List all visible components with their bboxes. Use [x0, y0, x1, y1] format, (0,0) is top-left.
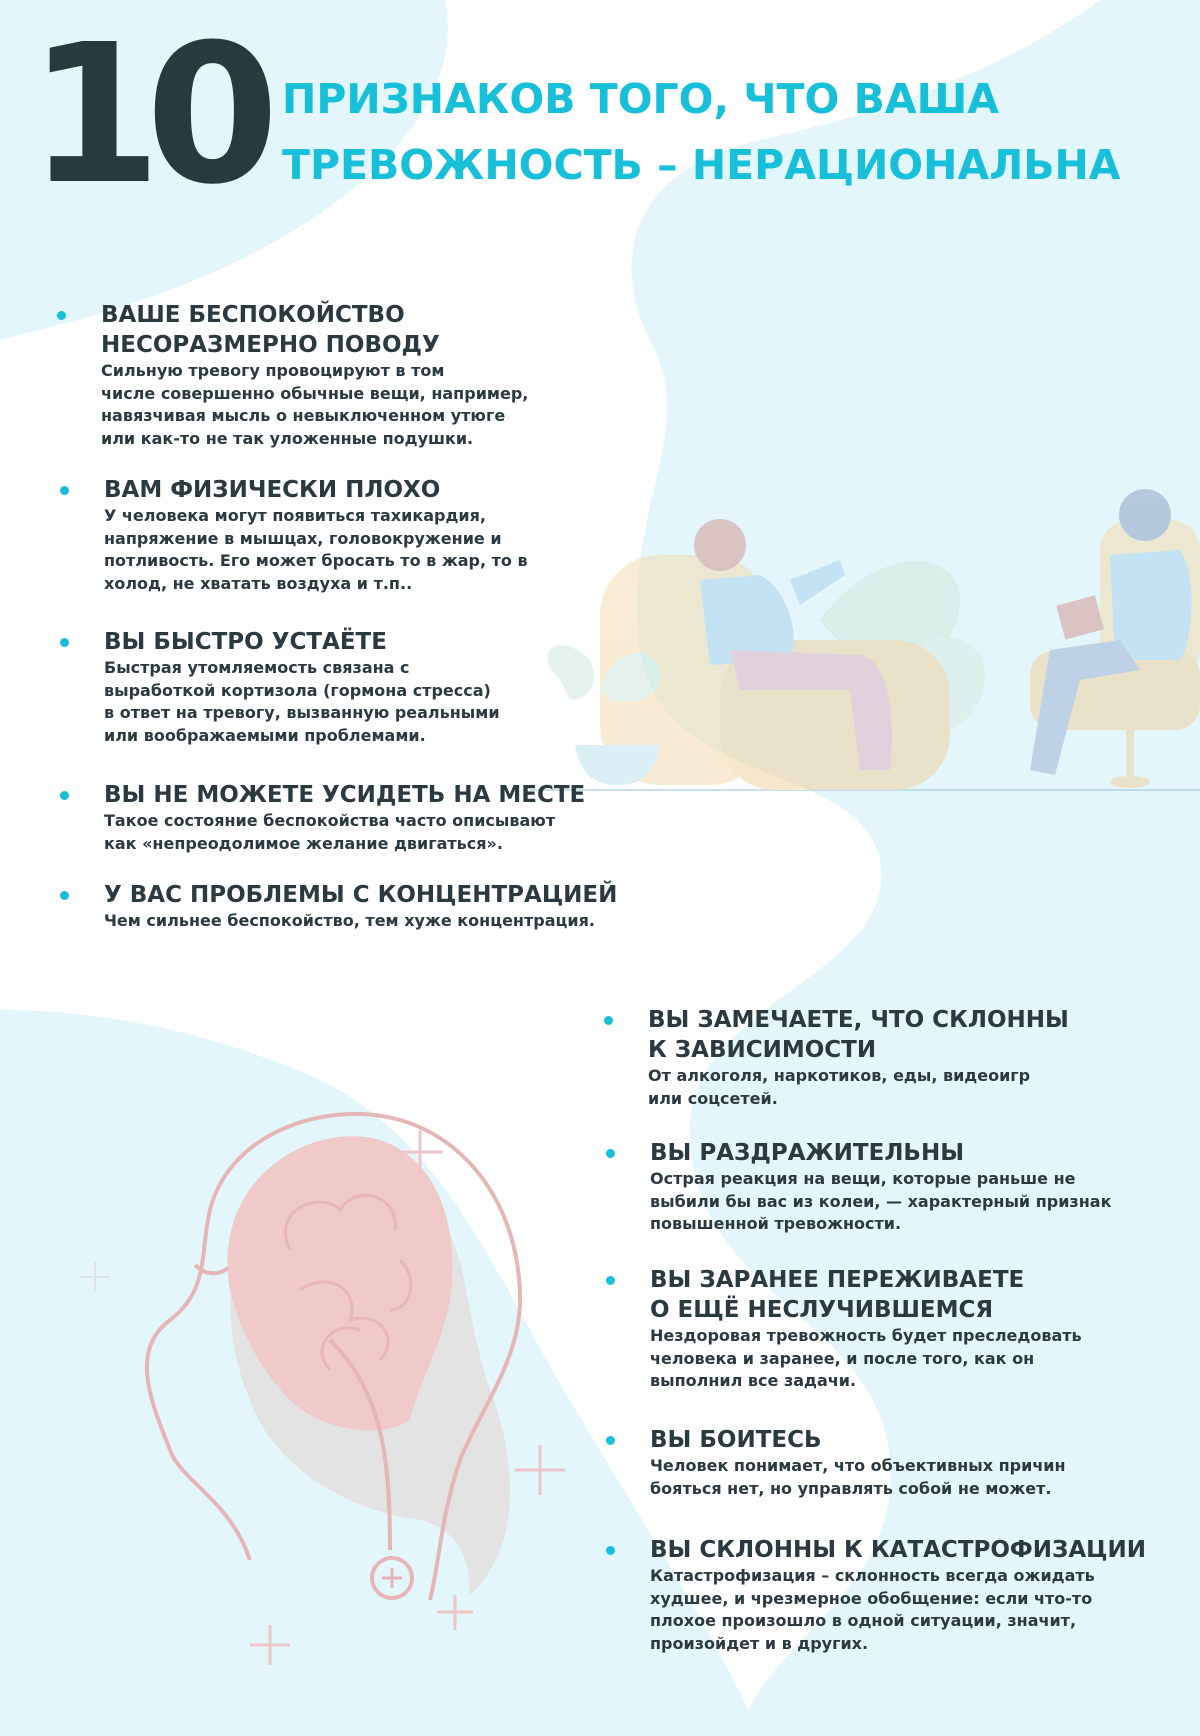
sign-description: Сильную тревогу провоцируют в том числе совершенно обычные вещи, например, навязчивая мысль о невыключенном утюге или как-то не так уложенные подушки. [101, 361, 529, 448]
sign-description: Человек понимает, что объективных причин бояться нет, но управлять собой не может. [650, 1456, 1066, 1498]
sign-title: ВЫ ЗАМЕЧАЕТЕ, ЧТО СКЛОННЫ К ЗАВИСИМОСТИ [648, 1007, 1069, 1063]
headline-number: 10 [28, 4, 264, 227]
sign-description: Острая реакция на вещи, которые раньше не выбили бы вас из колеи, — характерный признак повышенной тревожности. [650, 1169, 1112, 1233]
title-line-2: ТРЕВОЖНОСТЬ – НЕРАЦИОНАЛЬНА [282, 141, 1121, 189]
sign-item [650, 1265, 1082, 1393]
sign-description: Нездоровая тревожность будет преследовать человека и заранее, и после того, как он выполнил все задачи. [650, 1326, 1082, 1390]
sign-title: ВЫ БОИТЕСЬ [650, 1427, 822, 1453]
title-line-1: ПРИЗНАКОВ ТОГО, ЧТО ВАША [282, 75, 999, 123]
sign-title: ВЫ БЫСТРО УСТАЁТЕ [104, 629, 387, 655]
sign-description: Такое состояние беспокойства часто описывают как «непреодолимое желание двигаться». [104, 811, 556, 853]
bullet-dot [606, 1276, 615, 1285]
sign-item [104, 475, 528, 595]
sign-title: ВАШЕ БЕСПОКОЙСТВО НЕСОРАЗМЕРНО ПОВОДУ [101, 302, 440, 358]
sign-description: У человека могут появиться тахикардия, напряжение в мышцах, головокружение и потливость. Его может бросать то в жар, то в холод, не хватать воздуха и т.п.. [104, 506, 528, 593]
bullet-dot [60, 486, 69, 495]
bullet-dot [60, 791, 69, 800]
bullet-dot [60, 891, 69, 900]
sign-title: ВЫ НЕ МОЖЕТЕ УСИДЕТЬ НА МЕСТЕ [104, 782, 586, 808]
page-title [282, 66, 1121, 198]
sign-description: Чем сильнее беспокойство, тем хуже концентрация. [104, 911, 595, 930]
sign-item [104, 880, 617, 933]
sign-title: ВЫ СКЛОННЫ К КАТАСТРОФИЗАЦИИ [650, 1537, 1146, 1563]
bullet-dot [606, 1436, 615, 1445]
sign-description: Катастрофизация – склонность всегда ожидать худшее, и чрезмерное обобщение: если что-то плохое произошло в одной ситуации, значит, произойдет и в других. [650, 1566, 1095, 1653]
sign-item [104, 627, 500, 747]
sign-item [104, 780, 585, 855]
bullet-dot [606, 1149, 615, 1158]
sign-title: ВЫ ЗАРАНЕЕ ПЕРЕЖИВАЕТЕ О ЕЩЁ НЕСЛУЧИВШЕМСЯ [650, 1267, 1025, 1323]
sign-item [650, 1138, 1111, 1236]
sign-description: Быстрая утомляемость связана с выработкой кортизола (гормона стресса) в ответ на тревогу, вызванную реальными или воображаемыми проблемами. [104, 658, 500, 745]
bullet-dot [604, 1016, 613, 1025]
sign-item [101, 300, 528, 450]
sign-item [648, 1005, 1069, 1110]
bullet-dot [606, 1546, 615, 1555]
sign-title: ВАМ ФИЗИЧЕСКИ ПЛОХО [104, 477, 441, 503]
sign-description: От алкоголя, наркотиков, еды, видеоигр или соцсетей. [648, 1066, 1031, 1108]
sign-title: ВЫ РАЗДРАЖИТЕЛЬНЫ [650, 1140, 965, 1166]
sign-item [650, 1535, 1146, 1655]
sign-title: У ВАС ПРОБЛЕМЫ С КОНЦЕНТРАЦИЕЙ [104, 882, 618, 908]
bullet-dot [60, 638, 69, 647]
bullet-dot [57, 311, 66, 320]
sign-item [650, 1425, 1066, 1500]
